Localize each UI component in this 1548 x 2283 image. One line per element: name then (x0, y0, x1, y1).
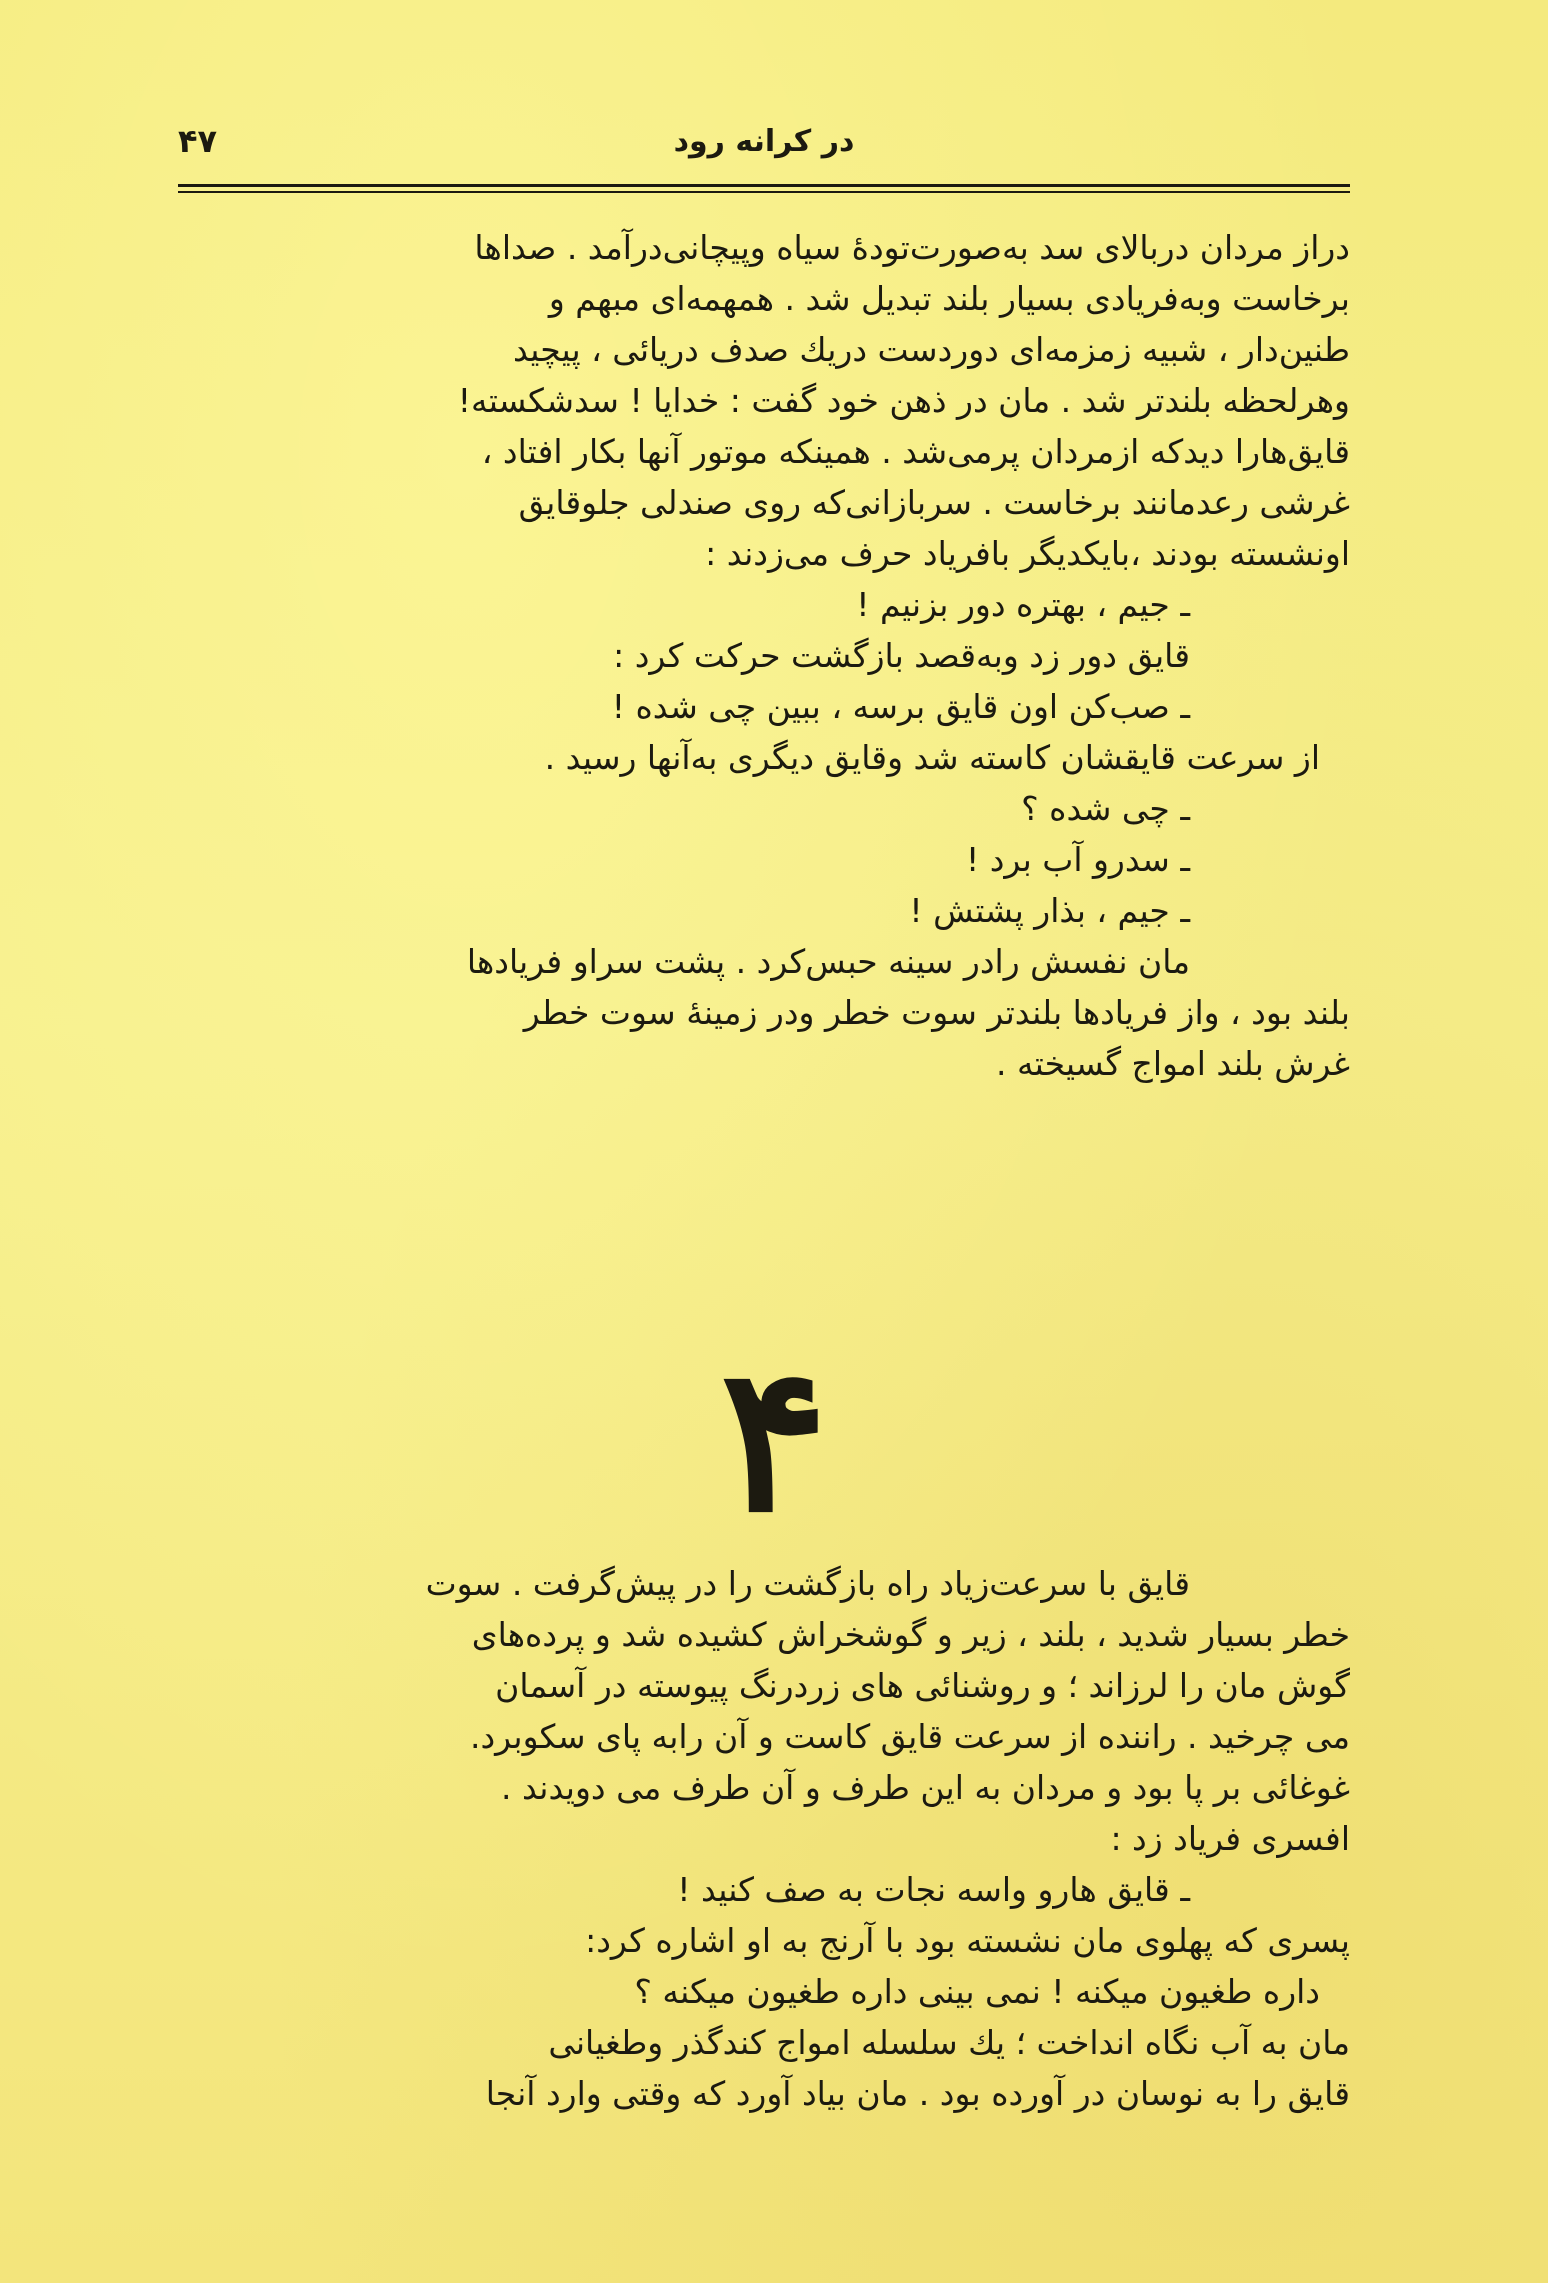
running-title: در کرانه رود (673, 124, 855, 159)
text-line: می چرخید . راننده از سرعت قایق کاست و آن رابه پای سکوبرد. (470, 1717, 1350, 1756)
text-line: گوش مان را لرزاند ؛ و روشنائی های زردرنگ پیوسته در آسمان (495, 1666, 1350, 1705)
text-line: غرش بلند امواج گسیخته . (995, 1044, 1350, 1083)
text-line: اونشسته بودند ،بایکدیگر بافریاد حرف می‌زدند : (705, 534, 1350, 573)
text-line: طنین‌دار ، شبیه زمزمه‌ای دوردست دریك صدف دریائی ، پیچید (512, 330, 1350, 369)
text-line: وهرلحظه بلندتر شد . مان در ذهن خود گفت : خدایا ! سدشکسته! (457, 381, 1350, 420)
chapter-number: ۴ (720, 1322, 828, 1557)
text-line: مان نفسش رادر سینه حبس‌کرد . پشت سراو فریادها (466, 942, 1190, 981)
section-one-text (178, 222, 1350, 1089)
text-line: غرشی رعدمانند برخاست . سربازانی‌که روی صندلی جلوقایق (518, 483, 1350, 522)
text-line: قایق با سرعت‌زیاد راه بازگشت را در پیش‌گرفت . سوت (425, 1564, 1190, 1603)
text-line: افسری فریاد زد : (1110, 1819, 1350, 1858)
text-line: غوغائی بر پا بود و مردان به این طرف و آن طرف می دویدند . (500, 1768, 1350, 1807)
dialogue-line: داره طغیون میکنه ! نمی بینی داره طغیون میکنه ؟ (634, 1972, 1320, 2011)
text-line: دراز مردان دربالای سد به‌صورت‌تودهٔ سیاه وپیچانی‌درآمد . صداها (474, 228, 1350, 267)
header-rule (178, 184, 1350, 193)
text-line: برخاست وبه‌فریادی بسیار بلند تبدیل شد . همهمه‌ای مبهم و (548, 279, 1350, 318)
dialogue-line: ـ قایق هارو واسه نجات به صف کنید ! (677, 1870, 1190, 1909)
page-number: ۴۷ (178, 122, 218, 160)
text-line: بلند بود ، واز فریادها بلندتر سوت خطر ودر زمینهٔ سوت خطر (523, 993, 1350, 1032)
text-line: قایق را به نوسان در آورده بود . مان بیاد آورد که وقتی وارد آنجا (485, 2074, 1350, 2113)
dialogue-line: ـ چی شده ؟ (1021, 789, 1190, 828)
text-line: خطر بسیار شدید ، بلند ، زیر و گوشخراش کشیده شد و پرده‌های (471, 1615, 1350, 1654)
dialogue-line: ـ جیم ، بهتره دور بزنیم ! (856, 585, 1190, 624)
page-header (178, 118, 1350, 178)
section-two-text (178, 1558, 1350, 2119)
dialogue-line: ـ صب‌کن اون قایق برسه ، ببین چی شده ! (611, 687, 1190, 726)
dialogue-line: ـ سدرو آب برد ! (965, 840, 1190, 879)
text-line: از سرعت قایقشان کاسته شد وقایق دیگری به‌آنها رسید . (544, 738, 1320, 777)
text-line: قایق دور زد وبه‌قصد بازگشت حرکت کرد : (613, 636, 1190, 675)
text-line: قایق‌هارا دیدکه ازمردان پرمی‌شد . همینکه موتور آنها بکار افتاد ، (481, 432, 1350, 471)
dialogue-line: ـ جیم ، بذار پشتش ! (909, 891, 1190, 930)
text-line: پسری که پهلوی مان نشسته بود با آرنج به او اشاره کرد: (585, 1921, 1350, 1960)
text-line: مان به آب نگاه انداخت ؛ یك سلسله امواج کندگذر وطغیانی (548, 2023, 1350, 2062)
